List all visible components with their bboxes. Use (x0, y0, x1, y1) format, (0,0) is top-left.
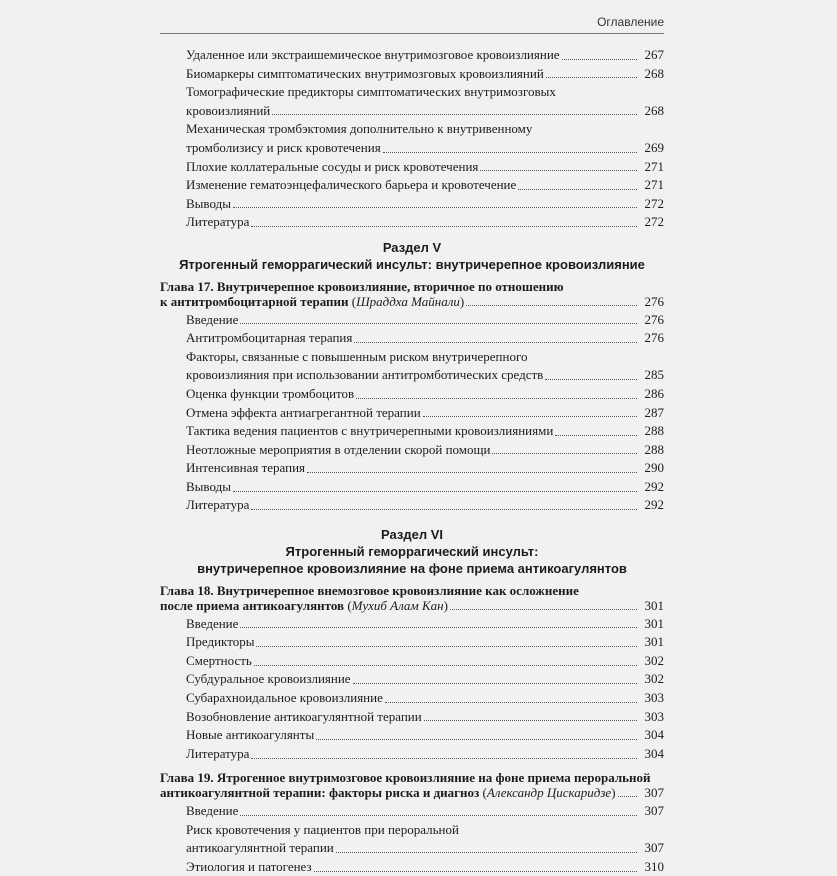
chapter-17-title-1: Глава 17. Внутричерепное кровоизлияние, вторичное по отношению (160, 278, 564, 294)
dot-leader (251, 509, 637, 510)
toc-entry-title: Субарахноидальное кровоизлияние (186, 690, 383, 706)
chapter-17-heading (160, 279, 664, 310)
toc-entry-title: Литература (186, 745, 250, 761)
chapter-17-author: Шраддха Майнали (356, 293, 460, 309)
chapter-17-line1 (160, 279, 664, 294)
toc-entry-page: 272 (644, 214, 664, 230)
toc-entry-title: Введение (186, 803, 239, 819)
toc-entry-page: 310 (644, 858, 664, 874)
dot-leader (233, 207, 637, 208)
toc-entry-title: Новые антикоагулянты (186, 727, 315, 743)
toc-entry-page: 290 (644, 460, 664, 476)
chapter-19-page: 307 (644, 785, 664, 801)
toc-entry-page: 303 (644, 690, 664, 706)
toc-entry-page: 304 (644, 727, 664, 743)
toc-entry-page: 271 (644, 177, 664, 193)
header-rule (160, 33, 664, 34)
toc-entry (160, 311, 664, 328)
chapter-19-line2: антикоагулянтной терапии: факторы риска и диагноз (Александр Цискаридзе) 307 (160, 785, 664, 801)
toc-entry-title: кровоизлияний (186, 102, 271, 118)
section-6-title-2: внутричерепное кровоизлияние на фоне приема антикоагулянтов (197, 560, 627, 576)
toc-entry (160, 670, 664, 687)
chapter-18-page: 301 (644, 598, 664, 614)
toc-entry-title: Интенсивная терапия (186, 460, 306, 476)
chapter-18-title-2: после приема антикоагулянтов (160, 598, 345, 614)
toc-entry (160, 441, 664, 458)
dot-leader (546, 77, 637, 78)
section-5-title: Ятрогенный геморрагический инсульт: внутричерепное кровоизлияние (179, 256, 645, 272)
dot-leader (480, 170, 637, 171)
toc-entry-page: 302 (644, 671, 664, 687)
dot-leader (354, 342, 637, 343)
toc-entry-title: Томографические предикторы симптоматических внутримозговых (186, 84, 556, 100)
toc-entry-page: 287 (644, 404, 664, 420)
dot-leader (240, 815, 637, 816)
toc-entry-title: Субдуральное кровоизлияние (186, 671, 351, 687)
table-of-contents (160, 46, 664, 876)
chapter-19-heading (160, 770, 664, 801)
dot-leader (383, 152, 637, 153)
toc-entry-title: Неотложные мероприятия в отделении скорой помощи (186, 441, 491, 457)
section-6-heading (160, 526, 664, 577)
toc-block-continued (160, 46, 664, 231)
toc-entry-page: 286 (644, 385, 664, 401)
toc-entry-line1 (160, 348, 664, 365)
chapter-18-entries (160, 615, 664, 762)
toc-entry-title: Предикторы (186, 634, 255, 650)
toc-entry-page: 269 (644, 139, 664, 155)
toc-entry-title: Введение (186, 311, 239, 327)
chapter-18-author: Мухиб Алам Кан (351, 598, 444, 614)
toc-entry-page: 276 (644, 330, 664, 346)
chapter-18-heading (160, 583, 664, 614)
dot-leader (254, 665, 637, 666)
chapter-19-author: Александр Цискаридзе (486, 785, 612, 801)
dot-leader (233, 491, 637, 492)
section-6-label: Раздел VI (381, 526, 443, 542)
dot-leader (251, 226, 637, 227)
toc-entry-title: Выводы (186, 195, 231, 211)
toc-entry-page: 268 (644, 102, 664, 118)
chapter-17-entries (160, 311, 664, 514)
chapter-18-title-1: Глава 18. Внутричерепное внемозговое кровоизлияние как осложнение (160, 582, 579, 598)
dot-leader (307, 472, 637, 473)
dot-leader (251, 758, 637, 759)
dot-leader (492, 453, 637, 454)
toc-entry-line1 (160, 83, 664, 100)
toc-entry-title: Выводы (186, 478, 231, 494)
dot-leader (240, 323, 637, 324)
toc-entry-title: Факторы, связанные с повышенным риском внутричерепного (186, 348, 528, 364)
toc-entry (160, 652, 664, 669)
dot-leader (562, 59, 637, 60)
toc-entry-page: 301 (644, 634, 664, 650)
dot-leader (316, 739, 637, 740)
toc-entry-title: Удаленное или экстраишемическое внутримозговое кровоизлияние (186, 47, 560, 62)
toc-entry-title: Тактика ведения пациентов с внутричерепными кровоизлияниями (186, 423, 554, 439)
toc-entry-title: Литература (186, 214, 250, 230)
toc-entry-title: Введение (186, 615, 239, 631)
toc-entry (160, 745, 664, 762)
chapter-17-title-2: к антитромбоцитарной терапии (160, 293, 349, 309)
dot-leader (385, 702, 637, 703)
toc-entry (160, 404, 664, 421)
section-6-title-1: Ятрогенный геморрагический инсульт: (285, 543, 539, 559)
toc-entry-title: кровоизлияния при использовании антитромботических средств (186, 367, 544, 383)
toc-entry (160, 689, 664, 706)
chapter-19-entries (160, 802, 664, 875)
toc-entry (160, 213, 664, 230)
toc-entry (160, 633, 664, 650)
toc-entry-title: Механическая тромбэктомия дополнительно к внутривенному (186, 121, 533, 137)
toc-entry-title: Оценка функции тромбоцитов (186, 385, 355, 401)
toc-entry-title: Этиология и патогенез (186, 858, 312, 874)
toc-entry (160, 615, 664, 632)
toc-entry (160, 422, 664, 439)
dot-leader (545, 379, 637, 380)
toc-entry (160, 385, 664, 402)
toc-entry (160, 496, 664, 513)
dot-leader (618, 796, 637, 797)
toc-entry-page: 292 (644, 478, 664, 494)
toc-entry-page: 288 (644, 423, 664, 439)
chapter-18-line2: после приема антикоагулянтов (Мухиб Алам Кан) 301 (160, 598, 664, 614)
toc-entry-page: 307 (644, 840, 664, 856)
toc-entry (160, 158, 664, 175)
toc-entry-page: 276 (644, 311, 664, 327)
toc-entry (160, 176, 664, 193)
dot-leader (450, 609, 637, 610)
toc-entry-title: Изменение гематоэнцефалического барьера и кровотечение (186, 177, 517, 193)
toc-entry (160, 478, 664, 495)
chapter-19-title-2: антикоагулянтной терапии: факторы риска и диагноз (160, 785, 480, 801)
dot-leader (423, 416, 637, 417)
toc-entry (160, 858, 664, 875)
toc-entry (160, 708, 664, 725)
toc-entry (160, 65, 664, 82)
dot-leader (256, 646, 637, 647)
toc-entry-page: 271 (644, 158, 664, 174)
toc-entry (160, 329, 664, 346)
toc-entry-page: 307 (644, 803, 664, 819)
toc-entry-title: Антитромбоцитарная терапия (186, 330, 353, 346)
toc-entry-title: Биомаркеры симптоматических внутримозговых кровоизлияний (186, 65, 544, 81)
dot-leader (353, 683, 637, 684)
toc-entry-page: 268 (644, 65, 664, 81)
dot-leader (466, 305, 637, 306)
toc-entry (160, 802, 664, 819)
dot-leader (356, 398, 637, 399)
toc-entry-page: 272 (644, 195, 664, 211)
dot-leader (424, 720, 637, 721)
toc-entry-page: 285 (644, 367, 664, 383)
toc-entry-page: 292 (644, 497, 664, 513)
toc-entry-title: Плохие коллатеральные сосуды и риск кровотечения (186, 158, 479, 174)
section-5-label: Раздел V (382, 239, 442, 255)
toc-entry-line1 (160, 120, 664, 137)
toc-entry (160, 102, 664, 119)
toc-entry (160, 46, 664, 63)
toc-entry (160, 726, 664, 743)
chapter-17-page: 276 (644, 293, 664, 309)
chapter-18-line1 (160, 583, 664, 598)
toc-entry-page: 304 (644, 745, 664, 761)
chapter-17-line2: к антитромбоцитарной терапии (Шраддха Майнали) 276 (160, 293, 664, 309)
dot-leader (314, 871, 637, 872)
chapter-19-title-1: Глава 19. Ятрогенное внутримозговое кровоизлияние на фоне приема пероральной (160, 770, 651, 786)
toc-entry-page: 303 (644, 708, 664, 724)
toc-entry (160, 839, 664, 856)
dot-leader (272, 114, 637, 115)
chapter-19-line1 (160, 770, 664, 785)
toc-entry (160, 139, 664, 156)
dot-leader (518, 189, 637, 190)
toc-entry-title: Возобновление антикоагулянтной терапии (186, 708, 422, 724)
toc-entry (160, 459, 664, 476)
toc-entry-title: антикоагулянтной терапии (186, 840, 334, 856)
toc-entry-line1 (160, 821, 664, 838)
toc-entry-page: 267 (644, 47, 664, 62)
toc-entry (160, 195, 664, 212)
section-5-heading (160, 239, 664, 273)
running-title: Оглавление (597, 15, 664, 29)
toc-entry-title: Отмена эффекта антиагрегантной терапии (186, 404, 421, 420)
dot-leader (240, 627, 637, 628)
toc-entry-title: Риск кровотечения у пациентов при пероральной (186, 821, 459, 837)
toc-entry-title: Литература (186, 497, 250, 513)
dot-leader (336, 852, 637, 853)
toc-entry-title: Смертность (186, 652, 252, 668)
toc-entry (160, 366, 664, 383)
toc-entry-title: тромболизису и риск кровотечения (186, 139, 381, 155)
toc-entry-page: 302 (644, 652, 664, 668)
dot-leader (555, 435, 637, 436)
toc-entry-page: 301 (644, 615, 664, 631)
toc-entry-page: 288 (644, 441, 664, 457)
